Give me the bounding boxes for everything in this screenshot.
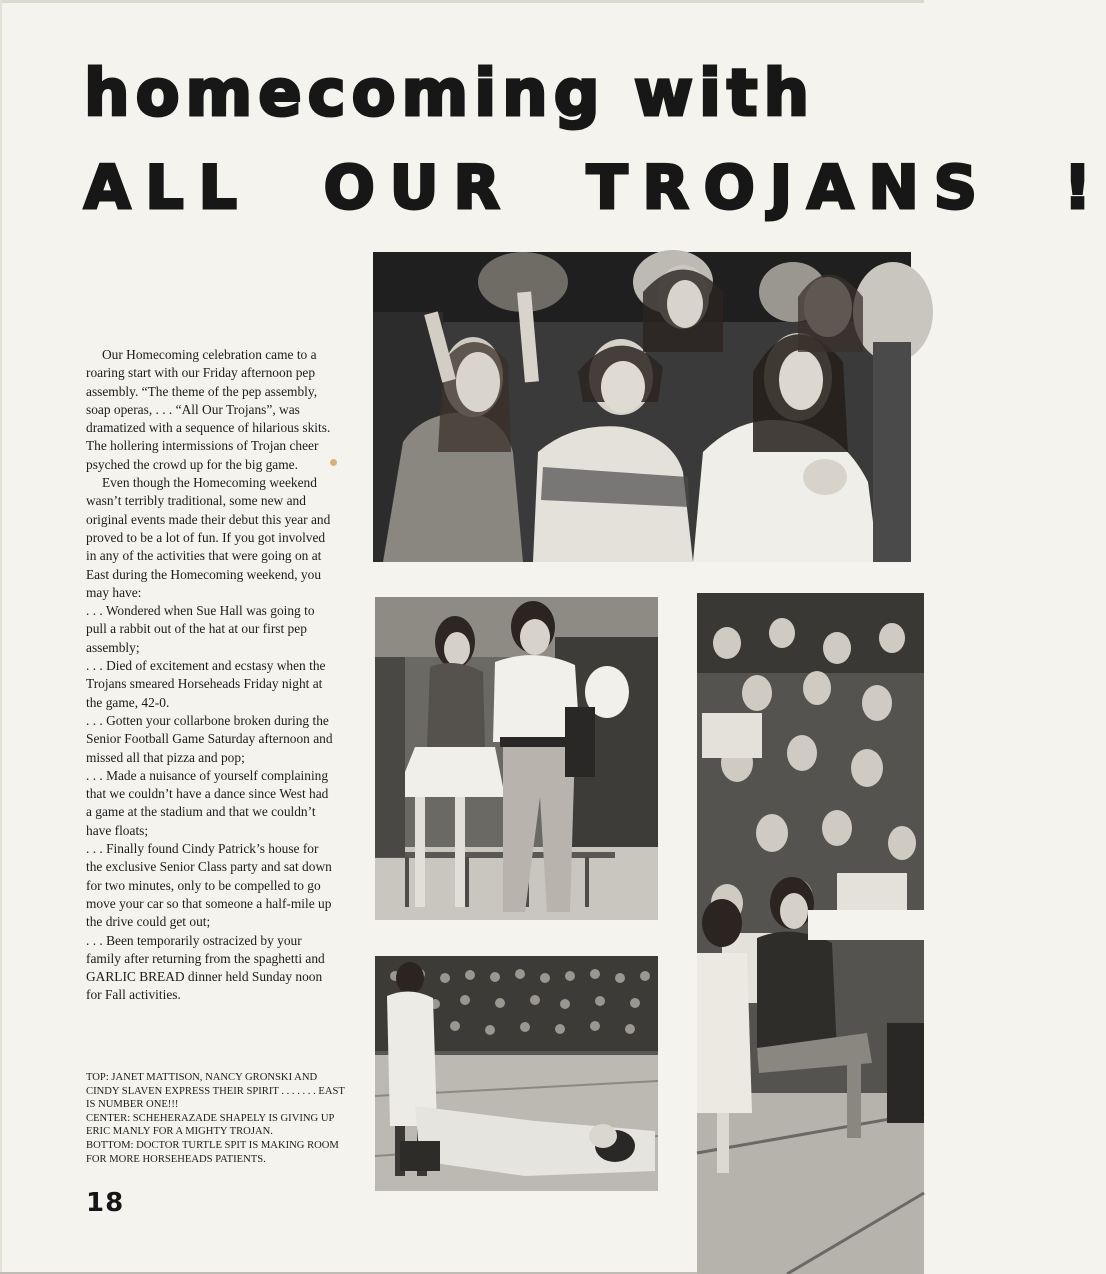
article-list-item: . . . Finally found Cindy Patrick’s house for the exclusive Senior Class party and sat down for two minutes, only to be compelled to go move your car so that someone a half-mile up the drive could get out; [86, 841, 332, 930]
print-speck [330, 459, 337, 466]
headline-line-1: homecoming with [84, 57, 816, 131]
article-body [86, 346, 336, 1005]
photo-cheering-students [373, 252, 911, 562]
page-number: 18 [86, 1188, 125, 1218]
page-edge [0, 0, 924, 3]
article-list-item: . . . Wondered when Sue Hall was going to pull a rabbit out of the hat at our first pep assembly; [86, 603, 315, 655]
article-list-item: . . . Made a nuisance of yourself complaining that we couldn’t have a dance since West had a game at the stadium and that we couldn’t have floats; [86, 767, 329, 838]
article-paragraph: Our Homecoming celebration came to a roaring start with our Friday afternoon pep assembly. “The theme of the pep assembly, soap operas, . . . “All Our Trojans”, was dramatized with a sequence of hilarious skits. The hollering intermissions of Trojan cheer psyched the crowd up for the big game. [86, 347, 331, 472]
photo-border-notch [808, 910, 924, 940]
photo-captions [86, 1071, 346, 1166]
article-list-item: . . . Died of excitement and ecstasy when the Trojans smeared Horseheads Friday night at the game, 42-0. [86, 658, 326, 710]
headline-line-2: ALL OUR TROJANS ! [84, 153, 1106, 223]
photo-couple-gym [375, 597, 658, 920]
page-edge [0, 0, 2, 1274]
article-list-item: . . . Been temporarily ostracized by your family after returning from the spaghetti and GARLIC BREAD dinner held Sunday noon for Fall activities. [86, 932, 325, 1003]
caption-bottom: BOTTOM: DOCTOR TURTLE SPIT IS MAKING ROOM FOR MORE HORSEHEADS PATIENTS. [86, 1139, 339, 1165]
article-paragraph: Even though the Homecoming weekend wasn’t terribly traditional, some new and original events made their debut this year and proved to be a lot of fun. If you got involved in any of the activities that were going on at East during the Homecoming weekend, you may have: [86, 475, 331, 600]
article-list-item: . . . Gotten your collarbone broken during the Senior Football Game Saturday afternoon and missed all that pizza and pop; [86, 712, 333, 765]
caption-top: TOP: JANET MATTISON, NANCY GRONSKI AND CINDY SLAVEN EXPRESS THEIR SPIRIT . . . . . . . EAST IS NUMBER ONE!!! [86, 1072, 345, 1111]
photo-doctor-skit [375, 956, 658, 1191]
caption-center: CENTER: SCHEHERAZADE SHAPELY IS GIVING UP ERIC MANLY FOR A MIGHTY TROJAN. [86, 1112, 334, 1138]
